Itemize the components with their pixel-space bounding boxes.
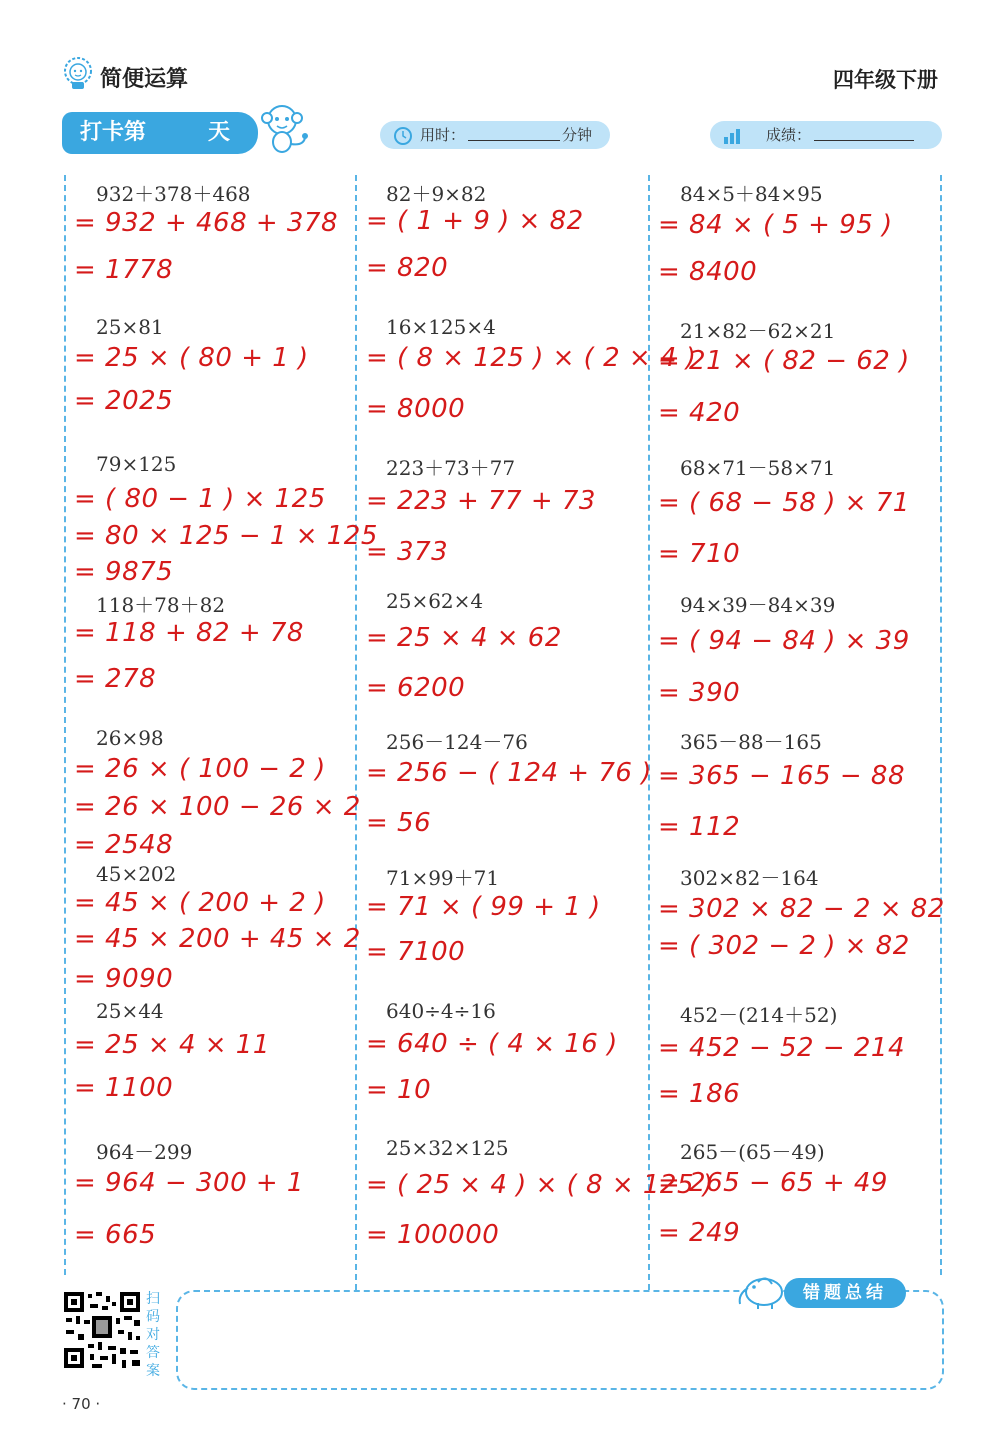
answer-step: = 665: [74, 1220, 157, 1250]
answer-step: = 302 × 82 − 2 × 82: [658, 894, 945, 924]
problem-text: 25×81: [96, 315, 164, 339]
answer-step: = 45 × 200 + 45 × 2: [74, 924, 361, 954]
answer-step: = 2025: [74, 386, 174, 416]
answer-step: = 9090: [74, 964, 174, 994]
problem-text: 25×62×4: [386, 589, 484, 613]
answer-step: = 2548: [74, 830, 174, 860]
answer-step: = 6200: [366, 673, 466, 703]
answer-step: = 390: [658, 678, 741, 708]
problem-text: 21×82－62×21: [680, 319, 836, 343]
bar-chart-icon: [722, 125, 744, 145]
answer-step: = 80 × 125 − 1 × 125: [74, 521, 378, 551]
problem-text: 82＋9×82: [386, 182, 487, 206]
answer-step: = 452 − 52 − 214: [658, 1033, 906, 1063]
frame-left-border: [64, 175, 66, 1275]
answer-step: = 25 × ( 80 + 1 ): [74, 343, 309, 373]
time-label: 用时：: [420, 126, 466, 144]
answer-step: = 365 − 165 − 88: [658, 761, 906, 791]
answer-step: = 1100: [74, 1073, 174, 1103]
answer-step: = 820: [366, 253, 449, 283]
answer-step: = ( 68 − 58 ) × 71: [658, 488, 910, 518]
problem-text: 25×32×125: [386, 1136, 509, 1160]
problem-text: 26×98: [96, 726, 164, 750]
problem-text: 964－299: [96, 1140, 193, 1164]
answer-step: = 249: [658, 1218, 741, 1248]
monkey-mascot-icon: [255, 100, 311, 158]
problem-text: 94×39－84×39: [680, 593, 836, 617]
answer-step: = 118 + 82 + 78: [74, 618, 304, 648]
answer-step: = 223 + 77 + 73: [366, 486, 596, 516]
problem-text: 302×82－164: [680, 866, 819, 890]
answer-step: = 710: [658, 539, 741, 569]
answer-step: = ( 302 − 2 ) × 82: [658, 931, 910, 961]
answer-step: = 25 × 4 × 62: [366, 623, 562, 653]
answer-step: = ( 94 − 84 ) × 39: [658, 626, 910, 656]
answer-step: = 9875: [74, 557, 174, 587]
answer-step: = 7100: [366, 937, 466, 967]
score-blank[interactable]: [814, 140, 914, 141]
problem-text: 118＋78＋82: [96, 593, 226, 617]
answer-step: = 56: [366, 808, 432, 838]
qr-code-icon[interactable]: [62, 1290, 142, 1370]
clock-icon: [392, 125, 414, 145]
answer-step: = 373: [366, 537, 449, 567]
answer-step: = 21 × ( 82 − 62 ): [658, 346, 910, 376]
answer-step: = 640 ÷ ( 4 × 16 ): [366, 1029, 618, 1059]
answer-step: = 256 − ( 124 + 76 ): [366, 758, 652, 788]
lion-mascot-icon: [62, 56, 94, 90]
problem-text: 265－(65－49): [680, 1140, 825, 1164]
time-field[interactable]: [380, 121, 610, 149]
time-unit: 分钟: [562, 126, 593, 144]
column-divider: [355, 175, 357, 1290]
problem-text: 932＋378＋468: [96, 182, 251, 206]
answer-step: = 71 × ( 99 + 1 ): [366, 892, 601, 922]
problem-text: 79×125: [96, 452, 177, 476]
answer-step: = 26 × ( 100 − 2 ): [74, 754, 326, 784]
answer-step: = 25 × 4 × 11: [74, 1030, 270, 1060]
problem-text: 84×5＋84×95: [680, 182, 823, 206]
scan-for-answers-label: 扫码对答案: [146, 1291, 160, 1379]
answer-step: = 265 − 65 + 49: [658, 1168, 888, 1198]
checkin-day-label: 打卡第: [80, 120, 147, 145]
elephant-mascot-icon: [732, 1270, 788, 1310]
answer-step: = 100000: [366, 1220, 500, 1250]
grade-label: 四年级下册: [833, 68, 938, 92]
problem-text: 365－88－165: [680, 730, 822, 754]
answer-step: = ( 8 × 125 ) × ( 2 × 4 ): [366, 343, 697, 373]
problem-text: 71×99＋71: [386, 866, 500, 890]
answer-step: = 932 + 468 + 378: [74, 208, 339, 238]
answer-step: = 26 × 100 − 26 × 2: [74, 792, 361, 822]
answer-step: = 10: [366, 1075, 432, 1105]
checkin-day-suffix: 天: [208, 120, 231, 145]
answer-step: = 8400: [658, 257, 758, 287]
answer-step: = ( 25 × 4 ) × ( 8 × 125 ): [366, 1170, 714, 1200]
page-number: · 70 ·: [62, 1395, 101, 1413]
score-field[interactable]: [710, 121, 942, 149]
answer-step: = 278: [74, 664, 157, 694]
answer-step: = 420: [658, 398, 741, 428]
problem-text: 256－124－76: [386, 730, 528, 754]
problem-text: 68×71－58×71: [680, 456, 836, 480]
answer-step: = 112: [658, 812, 741, 842]
time-blank[interactable]: [468, 140, 560, 141]
answer-step: = 45 × ( 200 + 2 ): [74, 888, 326, 918]
problem-text: 25×44: [96, 999, 164, 1023]
score-label: 成绩：: [766, 126, 812, 144]
answer-step: = 1778: [74, 255, 174, 285]
answer-step: = ( 80 − 1 ) × 125: [74, 484, 326, 514]
problem-text: 640÷4÷16: [386, 999, 496, 1023]
mistakes-summary-tag: 错题总结: [784, 1278, 906, 1308]
answer-step: = 84 × ( 5 + 95 ): [658, 210, 893, 240]
book-title: 简便运算: [100, 67, 189, 92]
problem-text: 16×125×4: [386, 315, 496, 339]
checkin-banner: [62, 112, 258, 154]
problem-text: 452－(214＋52): [680, 1003, 838, 1027]
answer-step: = 186: [658, 1079, 741, 1109]
frame-right-border: [940, 175, 942, 1275]
answer-step: = 8000: [366, 394, 466, 424]
problem-text: 45×202: [96, 862, 177, 886]
problem-text: 223＋73＋77: [386, 456, 516, 480]
answer-step: = ( 1 + 9 ) × 82: [366, 206, 584, 236]
answer-step: = 964 − 300 + 1: [74, 1168, 304, 1198]
